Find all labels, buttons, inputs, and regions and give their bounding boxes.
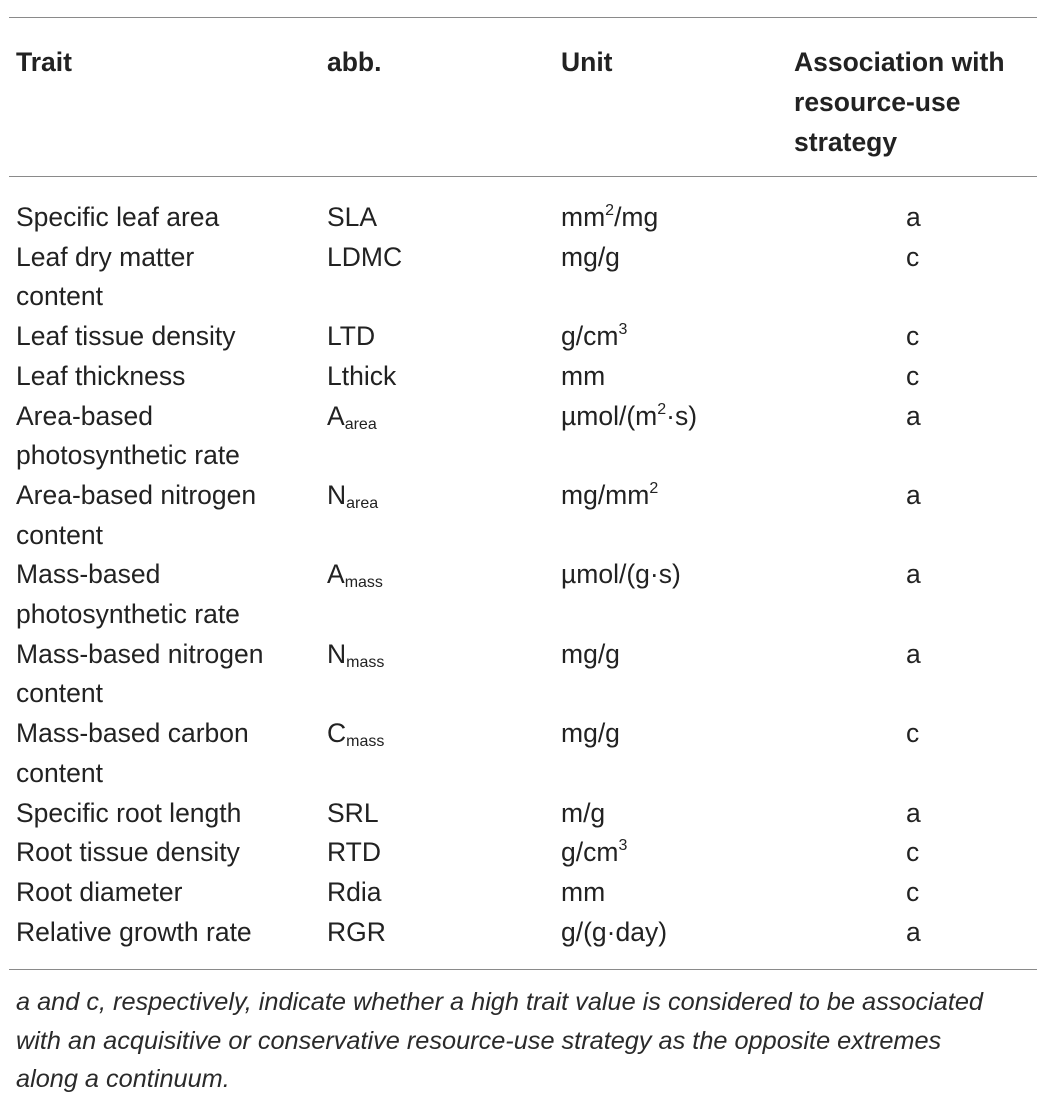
cell-trait [16,873,306,913]
cell-abb [327,833,547,873]
header-abb: abb. [327,47,382,77]
abb-subscript: mass [346,653,385,671]
header-association [794,42,1044,162]
cell-unit [561,397,781,437]
unit-text: mg/g [561,718,620,749]
cell-trait [16,794,306,834]
trait-line: Area-based nitrogen [16,479,257,510]
cell-trait [16,555,306,634]
cell-trait [16,198,306,238]
abb-subscript: area [346,494,379,512]
unit-text: mm [561,202,606,232]
unit-text: µmol/(m [561,400,658,431]
table-body [0,198,1060,952]
cell-unit [561,714,781,754]
table-bottom-rule [9,969,1037,970]
abb-subscript: mass [346,733,385,751]
cell-trait [16,476,306,555]
abb-main: N [327,479,347,510]
unit-text-suffix: /mg [614,202,659,232]
unit-superscript: 3 [618,837,628,855]
cell-abb [327,317,547,357]
trait-line: Leaf dry matter [16,241,195,272]
cell-unit [561,555,781,595]
trait-line: Specific root length [16,797,242,828]
unit-superscript: 3 [618,321,628,339]
table-row [0,198,1060,238]
cell-trait [16,317,306,357]
cell-unit [561,357,781,397]
footnote-line: a and c, respectively, indicate whether a high trait value is considered to be associated [16,988,983,1016]
unit-text: mm [561,876,606,907]
unit-text: mg/g [561,241,620,272]
table-top-rule [9,17,1037,18]
header-association-line: Association with [794,47,1005,77]
unit-text: mm [561,360,606,391]
cell-association: c [906,718,920,749]
cell-association: c [906,876,920,907]
unit-text: mg/mm [561,479,650,510]
table-header [0,42,1060,172]
cell-trait [16,357,306,397]
unit-text: mg/g [561,638,620,669]
table-row [0,873,1060,913]
cell-trait [16,714,306,793]
cell-abb [327,555,547,595]
table-row [0,555,1060,634]
trait-line: content [16,678,103,709]
cell-abb [327,238,547,278]
trait-line: Relative growth rate [16,916,252,947]
unit-text: g/cm [561,837,619,868]
cell-abb [327,397,547,437]
cell-unit [561,913,781,953]
abb-main: A [327,400,345,431]
trait-line: Specific leaf area [16,202,220,232]
trait-line: Leaf thickness [16,360,186,391]
cell-unit [561,198,781,238]
trait-line: Mass-based carbon [16,718,249,749]
abb-main: N [327,638,347,669]
abb-subscript: mass [344,574,383,592]
cell-association: a [906,638,921,669]
cell-unit [561,317,781,357]
trait-line: Area-based [16,400,154,431]
abb-main: RGR [327,916,386,947]
cell-association: c [906,837,920,868]
unit-text: g/cm [561,321,619,352]
cell-association: a [906,916,921,947]
cell-abb [327,198,547,238]
cell-trait [16,833,306,873]
footnote-line: with an acquisitive or conservative resource-use strategy as the opposite extremes [16,1026,942,1055]
cell-trait [16,238,306,317]
unit-text: µmol/(g·s) [561,559,681,590]
table-footnote [16,983,1036,1099]
cell-association: a [906,797,921,828]
cell-unit [561,635,781,675]
unit-text-suffix: ·s) [666,400,698,431]
cell-unit [561,833,781,873]
cell-trait [16,913,306,953]
cell-association: c [906,360,920,391]
table-row [0,357,1060,397]
abb-main: LDMC [327,241,403,272]
trait-line: photosynthetic rate [16,440,240,471]
unit-text: m/g [561,797,606,828]
table-row [0,397,1060,476]
cell-abb [327,635,547,675]
abb-main: SLA [327,202,378,232]
cell-abb [327,714,547,754]
abb-main: SRL [327,797,379,828]
cell-abb [327,913,547,953]
abb-main: C [327,718,347,749]
cell-unit [561,476,781,516]
footnote-line: along a continuum. [16,1065,230,1093]
cell-abb [327,873,547,913]
table-row [0,794,1060,834]
cell-abb [327,476,547,516]
unit-superscript: 2 [657,400,667,418]
table-row [0,238,1060,317]
cell-association: a [906,400,921,431]
trait-line: Mass-based [16,559,161,590]
trait-line: Root tissue density [16,837,240,868]
cell-abb [327,357,547,397]
cell-unit [561,238,781,278]
trait-line: photosynthetic rate [16,599,240,630]
cell-abb [327,794,547,834]
table-row [0,317,1060,357]
cell-unit [561,873,781,913]
header-trait: Trait [16,47,72,77]
trait-line: content [16,519,103,550]
abb-main: Rdia [327,876,382,907]
unit-superscript: 2 [605,202,615,219]
header-bottom-rule [9,176,1037,177]
trait-line: Mass-based nitrogen [16,638,264,669]
cell-trait [16,397,306,476]
table-row [0,476,1060,555]
abb-main: LTD [327,321,376,352]
cell-trait [16,635,306,714]
table-row [0,833,1060,873]
abb-main: A [327,559,345,590]
trait-line: Leaf tissue density [16,321,236,352]
trait-line: Root diameter [16,876,183,907]
trait-line: content [16,757,103,788]
cell-association: c [906,321,920,352]
cell-association: a [906,202,921,232]
header-unit: Unit [561,47,613,77]
unit-superscript: 2 [649,479,659,497]
header-association-line: resource-use [794,87,961,117]
table-row [0,714,1060,793]
trait-line: content [16,281,103,312]
table-row [0,635,1060,714]
cell-association: a [906,479,921,510]
cell-unit [561,794,781,834]
table-row [0,913,1060,953]
cell-association: a [906,559,921,590]
abb-main: Lthick [327,360,397,391]
abb-main: RTD [327,837,381,868]
cell-association: c [906,241,920,272]
unit-text: g/(g·day) [561,916,668,947]
header-association-line: strategy [794,127,898,157]
abb-subscript: area [344,415,377,433]
